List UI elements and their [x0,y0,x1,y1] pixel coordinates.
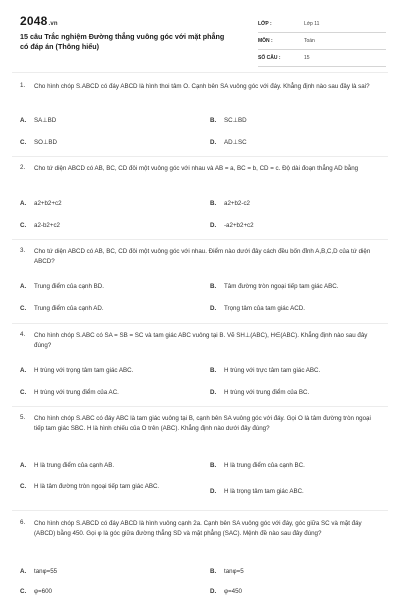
option-text: H là trung điểm của cạnh BC. [224,462,305,469]
logo-tld: .vn [48,21,58,27]
question-number: 4. [20,331,26,338]
logo-text: 2048 [20,14,48,28]
option-key: A. [20,367,27,374]
info-label: SỐ CÂU : [258,55,281,61]
option-key: B. [210,367,217,374]
question-text: Cho hình chóp S.ABC có SA = SB = SC và tam giác ABC vuông tại B. Vẽ SH⊥(ABC), H∈(ABC). Khẳng định nào sau đây đúng? [34,332,368,349]
option-key: D. [210,139,217,146]
question-text: Cho tứ diện ABCD có AB, BC, CD đôi một vuông góc với nhau. Điểm nào dưới đây cách đều bốn đỉnh A,B,C,D của tứ diện ABCD? [34,248,371,265]
option-key: B. [210,283,217,290]
option-text: -a2+b2+c2 [224,222,254,229]
option-key: A. [20,462,27,469]
option-key: C. [20,483,27,490]
option-text: Tâm đường tròn ngoại tiếp tam giác ABC. [224,283,339,290]
option-text: SO⊥BD [34,139,57,146]
option-key: A. [20,283,27,290]
info-row-question-count [258,52,386,67]
question-text: Cho tứ diện ABCD có AB, BC, CD đôi một vuông góc với nhau và AB = a, BC = b, CD = c. Độ dài đoạn thẳng AD bằng [34,165,359,172]
option-text: SC⊥BD [224,117,247,124]
option-text: φ=600 [34,588,52,595]
info-label: LỚP : [258,21,272,27]
option-text: H trùng với trọng tâm tam giác ABC. [34,367,134,374]
option-key: D. [210,222,217,229]
option-key: C. [20,222,27,229]
option-key: A. [20,117,27,124]
option-text: Trung điểm của cạnh BD. [34,283,104,290]
option-text: tanφ=5 [224,568,244,575]
option-text: H là trọng tâm tam giác ABC. [224,488,304,495]
question-text: Cho hình chóp S.ABCD có đáy ABCD là hình thoi tâm O. Cạnh bên SA vuông góc với đáy. Khẳng định nào sau đây là sai? [34,83,370,90]
option-text: H trùng với trực tâm tam giác ABC. [224,367,321,374]
option-key: C. [20,139,27,146]
option-text: AD⊥SC [224,139,247,146]
option-key: D. [210,305,217,312]
info-value: 15 [304,55,310,61]
divider [12,510,388,511]
question-number: 6. [20,519,26,526]
option-key: D. [210,488,217,495]
option-key: B. [210,200,217,207]
divider [12,323,388,324]
option-key: B. [210,568,217,575]
option-key: B. [210,462,217,469]
option-text: H trùng với trung điểm của BC. [224,389,310,396]
option-key: C. [20,588,27,595]
divider [12,239,388,240]
info-value: Toán [304,38,315,44]
option-text: tanφ=55 [34,568,58,575]
option-text: Trung điểm của cạnh AD. [34,305,104,312]
option-key: C. [20,389,27,396]
option-key: D. [210,588,217,595]
info-row-grade [258,18,386,33]
question-number: 3. [20,247,26,254]
option-text: Trọng tâm của tam giác ACD. [224,305,305,312]
option-text: SA⊥BD [34,117,57,124]
option-key: C. [20,305,27,312]
info-value: Lớp 11 [304,21,320,27]
option-text: φ=450 [224,588,242,595]
option-key: A. [20,568,27,575]
document-title: 15 câu Trắc nghiệm Đường thẳng vuông góc với mặt phẳng có đáp án (Thông hiểu) [20,32,225,51]
option-text: a2+b2+c2 [34,200,62,207]
option-key: B. [210,117,217,124]
option-key: D. [210,389,217,396]
option-text: a2+b2-c2 [224,200,250,207]
question-number: 1. [20,82,26,89]
info-row-subject [258,35,386,50]
document-header [20,14,386,70]
site-logo[interactable] [20,14,58,28]
option-text: a2-b2+c2 [34,222,60,229]
question-text: Cho hình chóp S.ABC có đáy ABC là tam giác vuông tại B, cạnh bên SA vuông góc với đáy. Gọi O là tâm đường tròn ngoại tiếp tam giác SBC. H là hình chiếu của O trên (ABC). Khẳng định nào dưới đây đúng? [34,415,371,432]
divider [12,72,388,73]
question-number: 2. [20,164,26,171]
divider [12,406,388,407]
info-panel [258,18,386,69]
info-label: MÔN : [258,38,273,44]
divider [12,156,388,157]
question-text: Cho hình chóp S.ABCD có đáy ABCD là hình vuông cạnh 2a. Cạnh bên SA vuông góc với đáy, góc giữa SC và mặt đáy (ABCD) bằng 450. Gọi φ là góc giữa đường thẳng SD và mặt phẳng (SAC). Mệnh đề nào sau đây đúng? [34,520,362,537]
option-text: H là tâm đường tròn ngoại tiếp tam giác ABC. [34,483,160,490]
option-text: H trùng với trung điểm của AC. [34,389,119,396]
option-key: A. [20,200,27,207]
question-number: 5. [20,414,26,421]
option-text: H là trung điểm của cạnh AB. [34,462,115,469]
